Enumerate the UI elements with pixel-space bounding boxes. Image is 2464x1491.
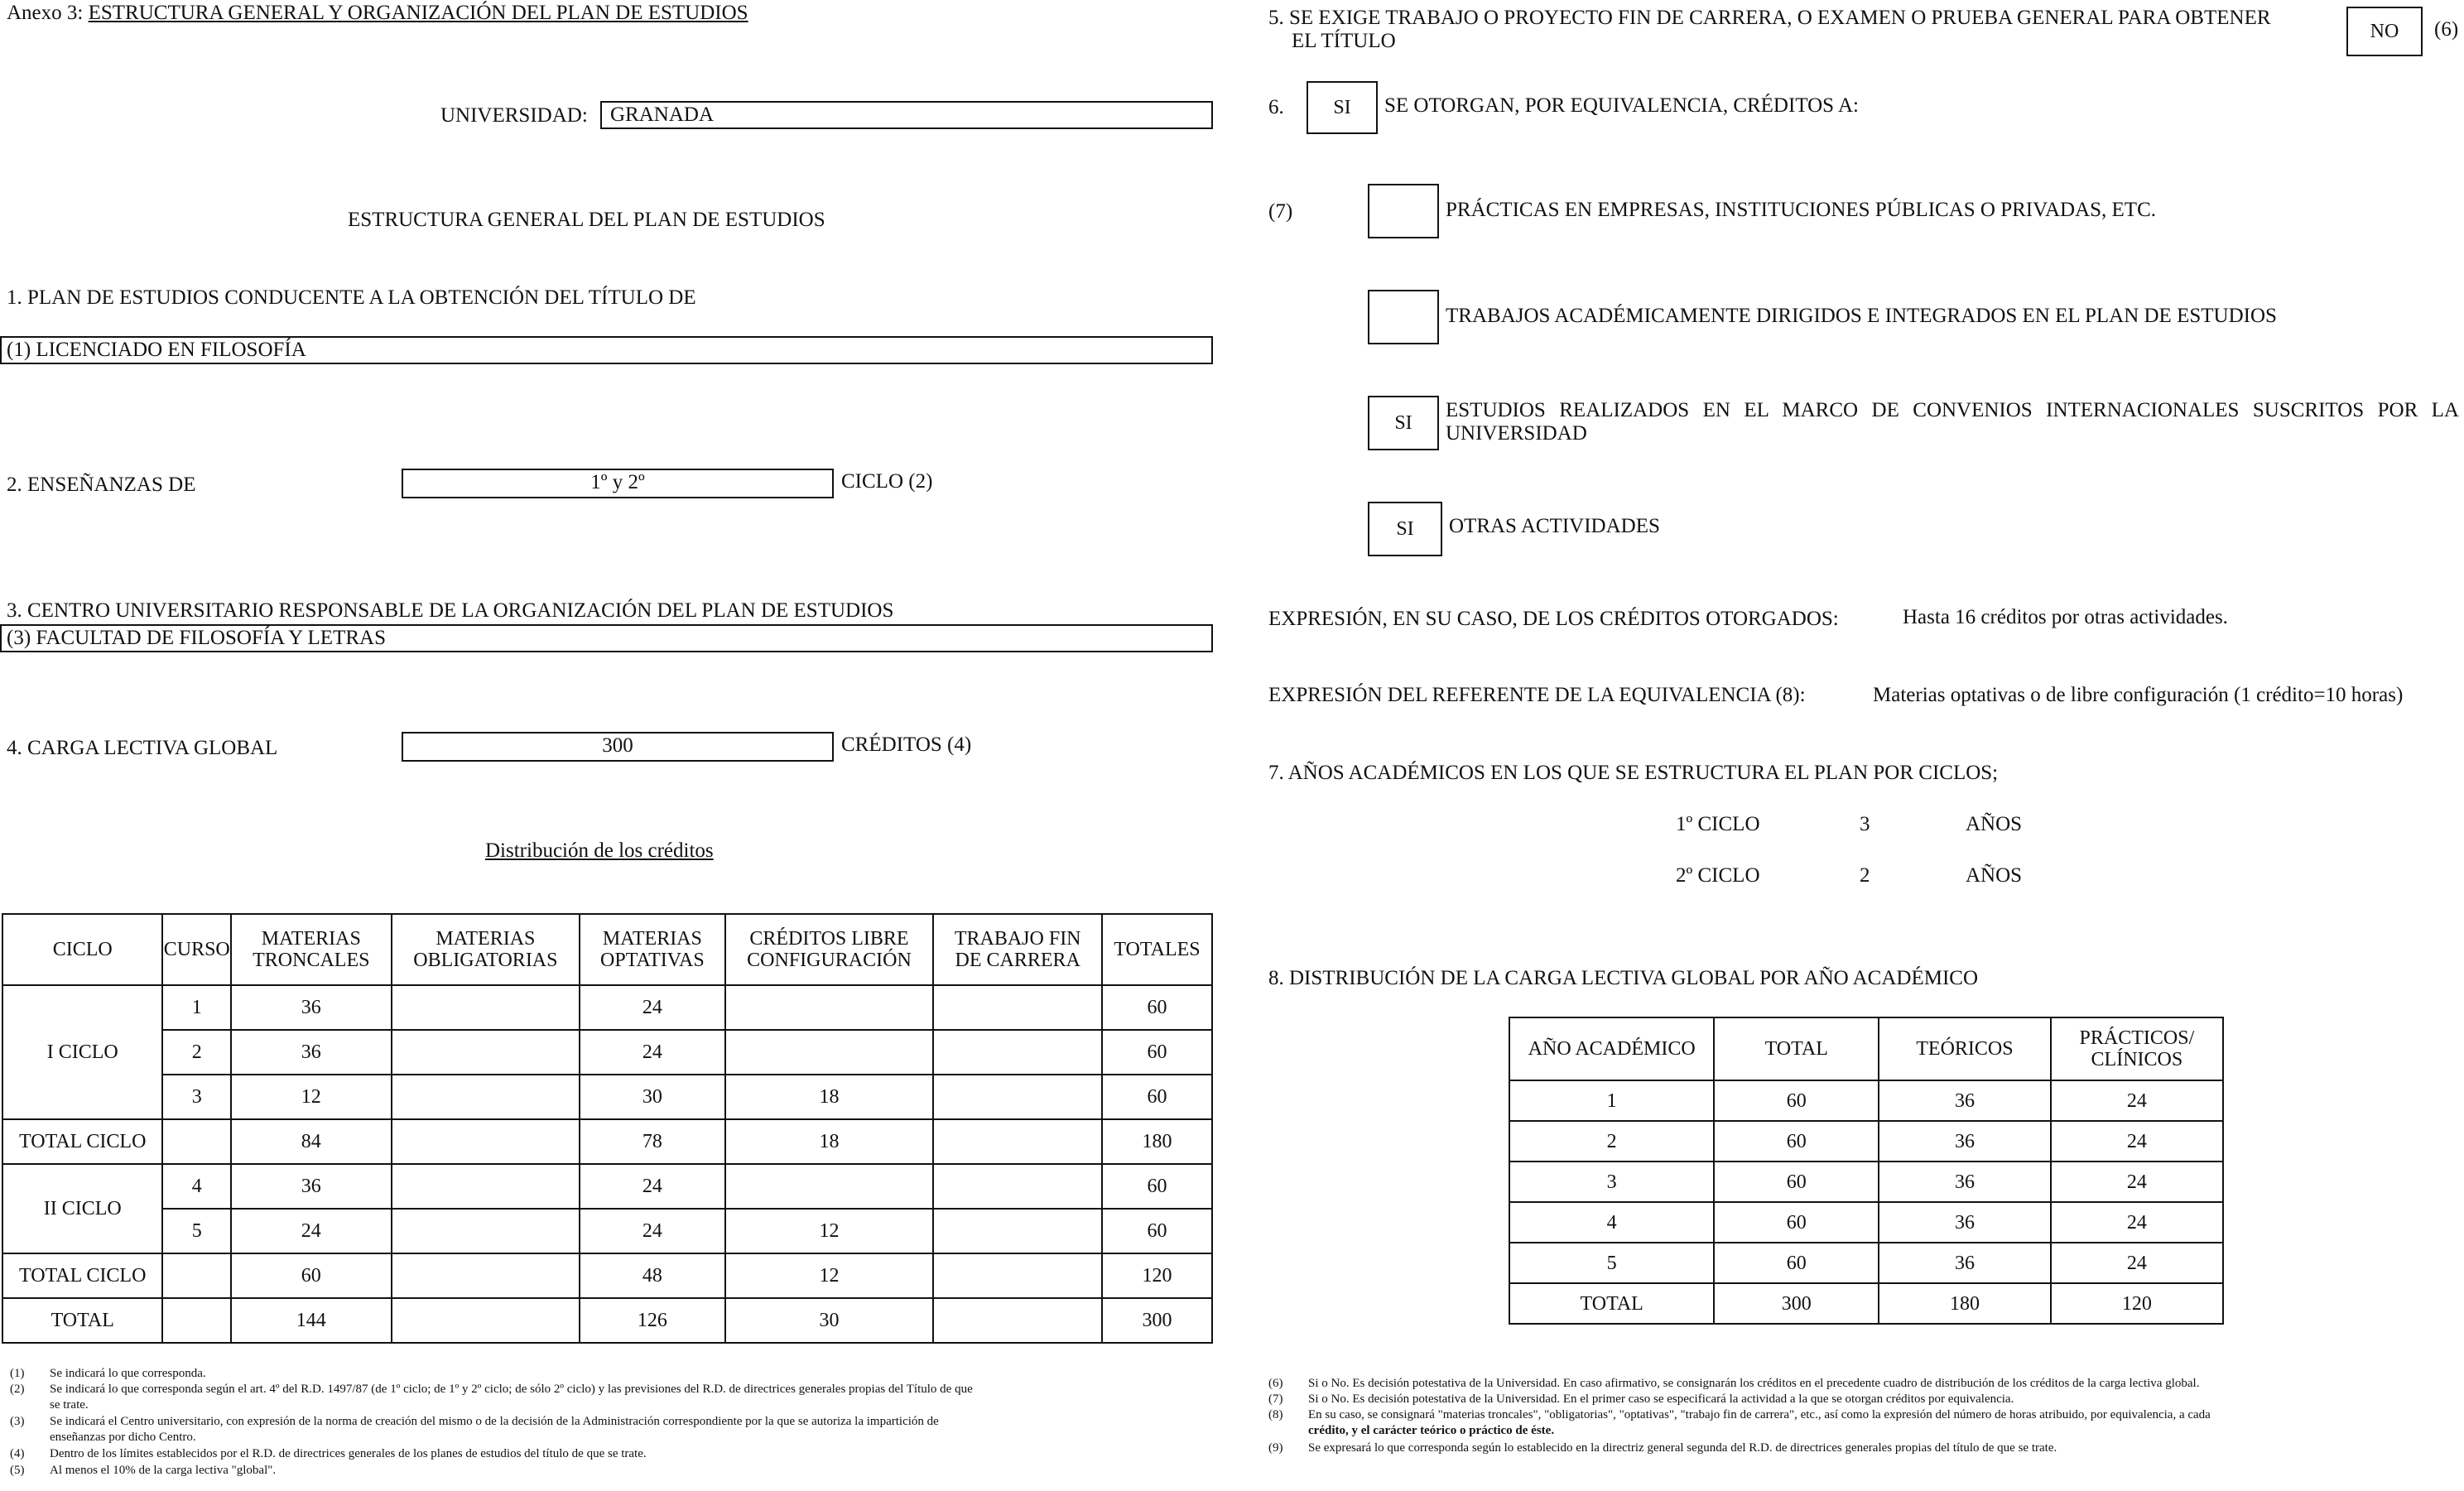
table-row-total: [2, 1298, 1212, 1343]
footnote: (5) Al menos el 10% de la carga lectiva "global".: [10, 1464, 277, 1477]
cell-practicos: 24: [2051, 1121, 2223, 1162]
cell-totales: 180: [1102, 1119, 1212, 1164]
s7-ciclo-1: 1º CICLO: [1676, 813, 1760, 835]
s1-titulo-field: (1) LICENCIADO EN FILOSOFÍA: [0, 336, 1213, 364]
cell-troncales: 36: [231, 985, 391, 1030]
equiv-box-practicas: [1368, 184, 1439, 238]
ciclo-i-cell: I CICLO: [2, 985, 162, 1119]
s2-ciclo-field: 1º y 2º: [402, 469, 834, 498]
hdr-libre: CRÉDITOS LIBRE CONFIGURACIÓN: [725, 914, 934, 985]
footnote: (2) Se indicará lo que corresponda según el art. 4º del R.D. 1497/87 (de 1º ciclo; de 1º y 2º ciclo; de sólo 2º ciclo) y las previsiones del R.D. de directrices generales propias del Título de que: [10, 1383, 973, 1396]
cell-trabajo: [933, 1209, 1102, 1253]
s8-label: 8. DISTRIBUCIÓN DE LA CARGA LECTIVA GLOBAL POR AÑO ACADÉMICO: [1268, 967, 1978, 989]
cell-curso: 2: [162, 1030, 231, 1075]
cell-libre: [725, 985, 934, 1030]
table-row: [1509, 1162, 2223, 1202]
cell-obligatorias: [392, 1253, 580, 1298]
universidad-label: UNIVERSIDAD:: [440, 104, 588, 127]
s5-line1: 5. SE EXIGE TRABAJO O PROYECTO FIN DE CARRERA, O EXAMEN O PRUEBA GENERAL PARA OBTENER: [1268, 7, 2271, 29]
cell-libre: 18: [725, 1075, 934, 1119]
cell-optativas: 24: [580, 1030, 724, 1075]
equiv-text-trabajos: TRABAJOS ACADÉMICAMENTE DIRIGIDOS E INTEGRADOS EN EL PLAN DE ESTUDIOS: [1446, 305, 2277, 327]
cell-ano: 4: [1509, 1202, 1714, 1243]
cell-libre: [725, 1030, 934, 1075]
cell-ano: TOTAL: [1509, 1283, 1714, 1324]
carga-por-ano-table: [1509, 1017, 2224, 1325]
table-row: [2, 985, 1212, 1030]
credits-table: [2, 913, 1213, 1344]
footnote: (8) En su caso, se consignará "materias troncales", "obligatorias", "optativas", "trabajo fin de carrera", etc., así como la expresión del número de horas atribuido, por equivalencia, a cada: [1268, 1408, 2211, 1421]
cell-practicos: 24: [2051, 1162, 2223, 1202]
section-subtitle: ESTRUCTURA GENERAL DEL PLAN DE ESTUDIOS: [348, 209, 825, 231]
cell-troncales: 36: [231, 1164, 391, 1209]
s2-suffix: CICLO (2): [841, 470, 933, 493]
s5-line2: EL TÍTULO: [1292, 30, 1396, 52]
footnote: (9) Se expresará lo que corresponda según lo establecido en la directriz general segunda del R.D. de directrices generales propias del título de que se trate.: [1268, 1441, 2057, 1455]
cell-total: 300: [1714, 1283, 1879, 1324]
s5-note-ref: (6): [2434, 18, 2459, 41]
cell-trabajo: [933, 1119, 1102, 1164]
hdr-optativas: MATERIAS OPTATIVAS: [580, 914, 724, 985]
s7-ref: (7): [1268, 200, 1293, 223]
cell-trabajo: [933, 1253, 1102, 1298]
s7-unit-1: AÑOS: [1966, 813, 2023, 835]
s4-suffix: CRÉDITOS (4): [841, 733, 972, 756]
table-row: [2, 1209, 1212, 1253]
cell-trabajo: [933, 985, 1102, 1030]
cell-totales: 300: [1102, 1298, 1212, 1343]
expr2-value: Materias optativas o de libre configuración (1 crédito=10 horas): [1873, 684, 2404, 706]
cell-row-label: TOTAL CICLO: [2, 1253, 162, 1298]
cell-practicos: 24: [2051, 1202, 2223, 1243]
expr1-value: Hasta 16 créditos por otras actividades.: [1903, 606, 2228, 628]
cell-curso: [162, 1298, 231, 1343]
cell-trabajo: [933, 1030, 1102, 1075]
annex-label: Anexo 3:: [7, 2, 84, 24]
s6-text: SE OTORGAN, POR EQUIVALENCIA, CRÉDITOS A:: [1384, 94, 1859, 117]
cell-curso: 5: [162, 1209, 231, 1253]
cell-row-label: TOTAL: [2, 1298, 162, 1343]
expr2-label: EXPRESIÓN DEL REFERENTE DE LA EQUIVALENCIA (8):: [1268, 684, 1806, 706]
cell-ano: 2: [1509, 1121, 1714, 1162]
cell-obligatorias: [392, 1030, 580, 1075]
cell-obligatorias: [392, 1075, 580, 1119]
cell-teoricos: 36: [1879, 1243, 2051, 1283]
cell-teoricos: 36: [1879, 1080, 2051, 1121]
equiv-box-convenios: SI: [1368, 396, 1439, 450]
cell-obligatorias: [392, 1164, 580, 1209]
cell-optativas: 24: [580, 1164, 724, 1209]
equiv-text-otras: OTRAS ACTIVIDADES: [1449, 515, 1660, 537]
cell-trabajo: [933, 1298, 1102, 1343]
s7-unit-2: AÑOS: [1966, 864, 2023, 887]
hdr-ciclo: CICLO: [2, 914, 162, 985]
footnote: (3) Se indicará el Centro universitario, con expresión de la norma de creación del mismo o de la decisión de la Administración correspondiente por la que se autoriza la impartición de: [10, 1415, 939, 1428]
page-header: [7, 2, 748, 25]
cell-practicos: 120: [2051, 1283, 2223, 1324]
cell-optativas: 24: [580, 985, 724, 1030]
cell-teoricos: 36: [1879, 1202, 2051, 1243]
s7-label: 7. AÑOS ACADÉMICOS EN LOS QUE SE ESTRUCTURA EL PLAN POR CICLOS;: [1268, 762, 1999, 784]
cell-total: 60: [1714, 1080, 1879, 1121]
hdr-troncales: MATERIAS TRONCALES: [231, 914, 391, 985]
s3-label: 3. CENTRO UNIVERSITARIO RESPONSABLE DE LA ORGANIZACIÓN DEL PLAN DE ESTUDIOS: [7, 599, 894, 622]
cell-practicos: 24: [2051, 1243, 2223, 1283]
equiv-text-convenios: ESTUDIOS REALIZADOS EN EL MARCO DE CONVENIOS INTERNACIONALES SUSCRITOS POR LA: [1446, 399, 2459, 421]
cell-troncales: 144: [231, 1298, 391, 1343]
cell-libre: 18: [725, 1119, 934, 1164]
footnote: (4) Dentro de los límites establecidos por el R.D. de directrices generales de los planes de estudios del título de que se trate.: [10, 1447, 647, 1460]
cell-ano: 3: [1509, 1162, 1714, 1202]
cell-row-label: TOTAL CICLO: [2, 1119, 162, 1164]
equiv-text-convenios-2: UNIVERSIDAD: [1446, 422, 1587, 445]
cell-libre: [725, 1164, 934, 1209]
s7-years-2: 2: [1860, 864, 1870, 887]
footnote-cont: crédito, y el carácter teórico o práctico de éste.: [1308, 1424, 1555, 1437]
footnote-cont: se trate.: [50, 1398, 89, 1412]
hdr-curso: CURSO: [162, 914, 231, 985]
footnote: (1) Se indicará lo que corresponda.: [10, 1367, 206, 1380]
cell-ano: 1: [1509, 1080, 1714, 1121]
cell-troncales: 60: [231, 1253, 391, 1298]
equiv-text-practicas: PRÁCTICAS EN EMPRESAS, INSTITUCIONES PÚBLICAS O PRIVADAS, ETC.: [1446, 199, 2156, 221]
cell-optativas: 24: [580, 1209, 724, 1253]
s2-label: 2. ENSEÑANZAS DE: [7, 474, 196, 496]
cell-libre: 12: [725, 1253, 934, 1298]
cell-curso: [162, 1119, 231, 1164]
footnote: (6) Si o No. Es decisión potestativa de la Universidad. En caso afirmativo, se consignarán los créditos en el precedente cuadro de distribución de los créditos de la carga lectiva global.: [1268, 1377, 2200, 1390]
cell-troncales: 12: [231, 1075, 391, 1119]
cell-curso: [162, 1253, 231, 1298]
table-row: [1509, 1202, 2223, 1243]
page-title: ESTRUCTURA GENERAL Y ORGANIZACIÓN DEL PLAN DE ESTUDIOS: [88, 2, 748, 24]
cell-teoricos: 36: [1879, 1162, 2051, 1202]
cell-optativas: 48: [580, 1253, 724, 1298]
cell-totales: 60: [1102, 1075, 1212, 1119]
hdr-obligatorias: MATERIAS OBLIGATORIAS: [392, 914, 580, 985]
cell-obligatorias: [392, 985, 580, 1030]
hdr-totales: TOTALES: [1102, 914, 1212, 985]
cell-total: 60: [1714, 1243, 1879, 1283]
cell-teoricos: 36: [1879, 1121, 2051, 1162]
cell-totales: 60: [1102, 1030, 1212, 1075]
hdr-total: TOTAL: [1714, 1017, 1879, 1080]
cell-totales: 60: [1102, 1164, 1212, 1209]
table-row: [2, 1075, 1212, 1119]
expr1-label: EXPRESIÓN, EN SU CASO, DE LOS CRÉDITOS OTORGADOS:: [1268, 608, 1839, 630]
table-row: [1509, 1243, 2223, 1283]
cell-curso: 4: [162, 1164, 231, 1209]
table-row: [2, 1164, 1212, 1209]
s1-label: 1. PLAN DE ESTUDIOS CONDUCENTE A LA OBTENCIÓN DEL TÍTULO DE: [7, 286, 696, 309]
s3-centro-field: (3) FACULTAD DE FILOSOFÍA Y LETRAS: [0, 624, 1213, 652]
equiv-box-trabajos: [1368, 290, 1439, 344]
carga-header-row: [1509, 1017, 2223, 1080]
cell-total: 60: [1714, 1202, 1879, 1243]
cell-curso: 3: [162, 1075, 231, 1119]
cell-curso: 1: [162, 985, 231, 1030]
cell-troncales: 24: [231, 1209, 391, 1253]
cell-trabajo: [933, 1075, 1102, 1119]
cell-totales: 60: [1102, 1209, 1212, 1253]
ciclo-ii-cell: II CICLO: [2, 1164, 162, 1253]
table-row: [1509, 1121, 2223, 1162]
cell-libre: 12: [725, 1209, 934, 1253]
cell-teoricos: 180: [1879, 1283, 2051, 1324]
cell-totales: 60: [1102, 985, 1212, 1030]
s5-value-box: NO: [2346, 7, 2423, 56]
cell-practicos: 24: [2051, 1080, 2223, 1121]
cell-optativas: 78: [580, 1119, 724, 1164]
cell-obligatorias: [392, 1119, 580, 1164]
cell-totales: 120: [1102, 1253, 1212, 1298]
table-row: [1509, 1080, 2223, 1121]
equiv-box-otras: SI: [1368, 502, 1442, 556]
s7-ciclo-2: 2º CICLO: [1676, 864, 1760, 887]
cell-troncales: 84: [231, 1119, 391, 1164]
cell-ano: 5: [1509, 1243, 1714, 1283]
hdr-teoricos: TEÓRICOS: [1879, 1017, 2051, 1080]
cell-optativas: 126: [580, 1298, 724, 1343]
cell-total: 60: [1714, 1121, 1879, 1162]
cell-troncales: 36: [231, 1030, 391, 1075]
s6-label: 6.: [1268, 96, 1284, 118]
footnote: (7) Si o No. Es decisión potestativa de la Universidad. En el primer caso se especificará la actividad a la que se otorgan créditos por equivalencia.: [1268, 1392, 2014, 1406]
table-row-total-ciclo: [2, 1119, 1212, 1164]
hdr-trabajo: TRABAJO FIN DE CARRERA: [933, 914, 1102, 985]
credits-header-row: [2, 914, 1212, 985]
cell-total: 60: [1714, 1162, 1879, 1202]
cell-optativas: 30: [580, 1075, 724, 1119]
s6-value-box: SI: [1307, 81, 1378, 134]
cell-trabajo: [933, 1164, 1102, 1209]
cell-libre: 30: [725, 1298, 934, 1343]
dist-title: Distribución de los créditos: [485, 839, 714, 862]
hdr-ano: AÑO ACADÉMICO: [1509, 1017, 1714, 1080]
cell-obligatorias: [392, 1209, 580, 1253]
table-row-total-ciclo: [2, 1253, 1212, 1298]
footnote-cont: enseñanzas por dicho Centro.: [50, 1431, 196, 1444]
hdr-practicos: PRÁCTICOS/ CLÍNICOS: [2051, 1017, 2223, 1080]
s4-label: 4. CARGA LECTIVA GLOBAL: [7, 737, 278, 759]
universidad-field: GRANADA: [600, 101, 1213, 129]
cell-obligatorias: [392, 1298, 580, 1343]
table-row-total: [1509, 1283, 2223, 1324]
s7-years-1: 3: [1860, 813, 1870, 835]
table-row: [2, 1030, 1212, 1075]
s4-carga-field: 300: [402, 732, 834, 762]
